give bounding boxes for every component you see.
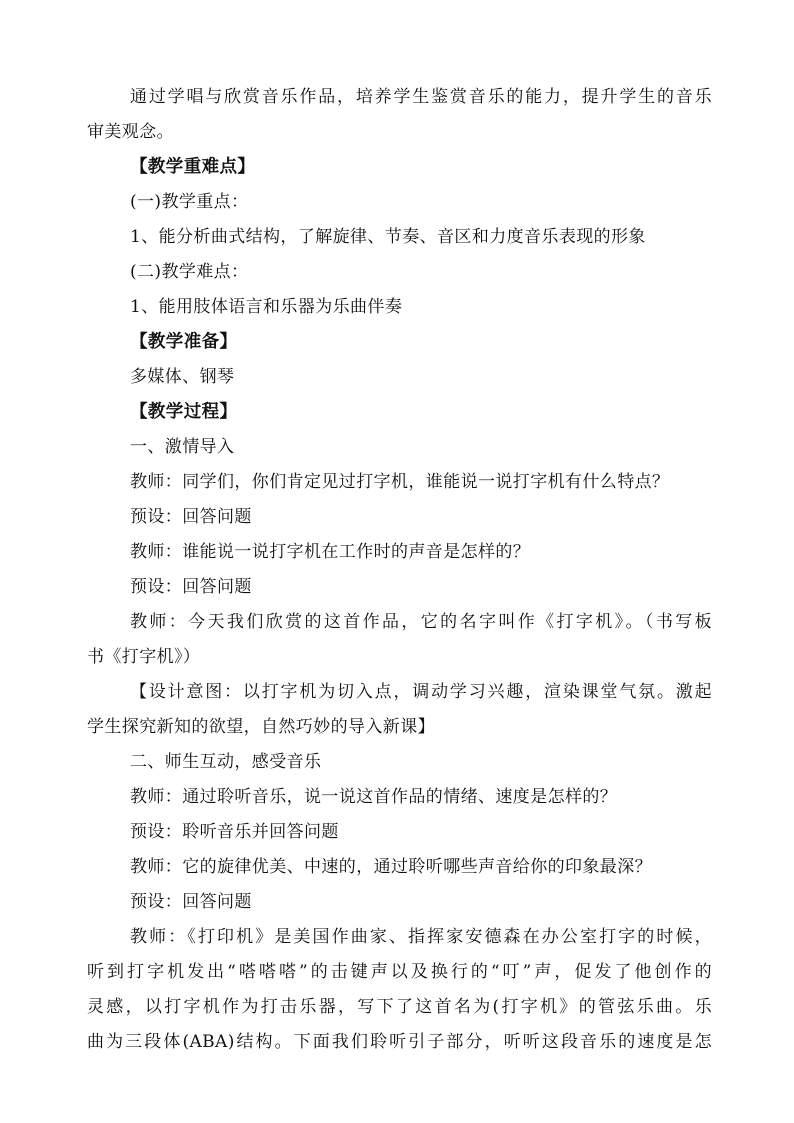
teacher-paragraph-line-3: 灵感，以打字机作为打击乐器，写下了这首名为(打字机》的管弦乐曲。乐 [87, 997, 712, 1017]
preset-line: 预设：回答问题 [130, 577, 252, 597]
teacher-line: 教师：谁能说一说打字机在工作时的声音是怎样的？ [130, 542, 531, 562]
design-intent-line-1: 【设计意图：以打字机为切入点，调动学习兴趣，渲染课堂气氛。激起 [130, 682, 712, 702]
paragraph-objective-line-1: 通过学唱与欣赏音乐作品，培养学生鉴赏音乐的能力，提升学生的音乐 [130, 87, 712, 107]
preset-line: 预设：聆听音乐并回答问题 [130, 822, 339, 842]
teacher-line: 教师：今天我们欣赏的这首作品，它的名字叫作《打字机》。（书写板 [130, 612, 712, 632]
teacher-line: 教师：它的旋律优美、中速的，通过聆听哪些声音给你的印象最深？ [130, 857, 652, 877]
heading-preparation: 【教学准备】 [130, 332, 238, 352]
difficult-point-item-1: 1、能用肢体语言和乐器为乐曲伴奏 [130, 297, 403, 317]
preset-line: 预设：回答问题 [130, 507, 252, 527]
heading-process: 【教学过程】 [130, 402, 238, 422]
subheading-key-points: (一)教学重点： [130, 192, 249, 212]
subheading-difficult-points: (二)教学难点： [130, 262, 249, 282]
teacher-paragraph-line-2: 听到打字机发出“嗒嗒嗒”的击键声以及换行的“叮”声，促发了他创作的 [87, 962, 712, 982]
paragraph-objective-line-2: 审美观念。 [87, 122, 174, 142]
teacher-line: 教师：通过聆听音乐，说一说这首作品的情绪、速度是怎样的？ [130, 787, 618, 807]
section-intro-title: 一、激情导入 [130, 437, 235, 457]
teacher-line-continued: 书《打字机》） [87, 647, 201, 667]
key-point-item-1: 1、能分析曲式结构，了解旋律、节奏、音区和力度音乐表现的形象 [130, 227, 646, 247]
preset-line: 预设：回答问题 [130, 892, 252, 912]
heading-key-difficult-points: 【教学重难点】 [130, 157, 256, 177]
teacher-line: 教师：同学们，你们肯定见过打字机，谁能说一说打字机有什么特点？ [130, 472, 670, 492]
section-interaction-title: 二、师生互动，感受音乐 [130, 752, 322, 772]
preparation-text: 多媒体、钢琴 [130, 367, 235, 387]
teacher-paragraph-line-1: 教师：《打印机》是美国作曲家、指挥家安德森在办公室打字的时候， [130, 927, 712, 947]
teacher-paragraph-line-4: 曲为三段体(ABA)结构。下面我们聆听引子部分，听听这段音乐的速度是怎 [87, 1032, 712, 1052]
design-intent-line-2: 学生探究新知的欲望，自然巧妙的导入新课】 [87, 717, 435, 737]
